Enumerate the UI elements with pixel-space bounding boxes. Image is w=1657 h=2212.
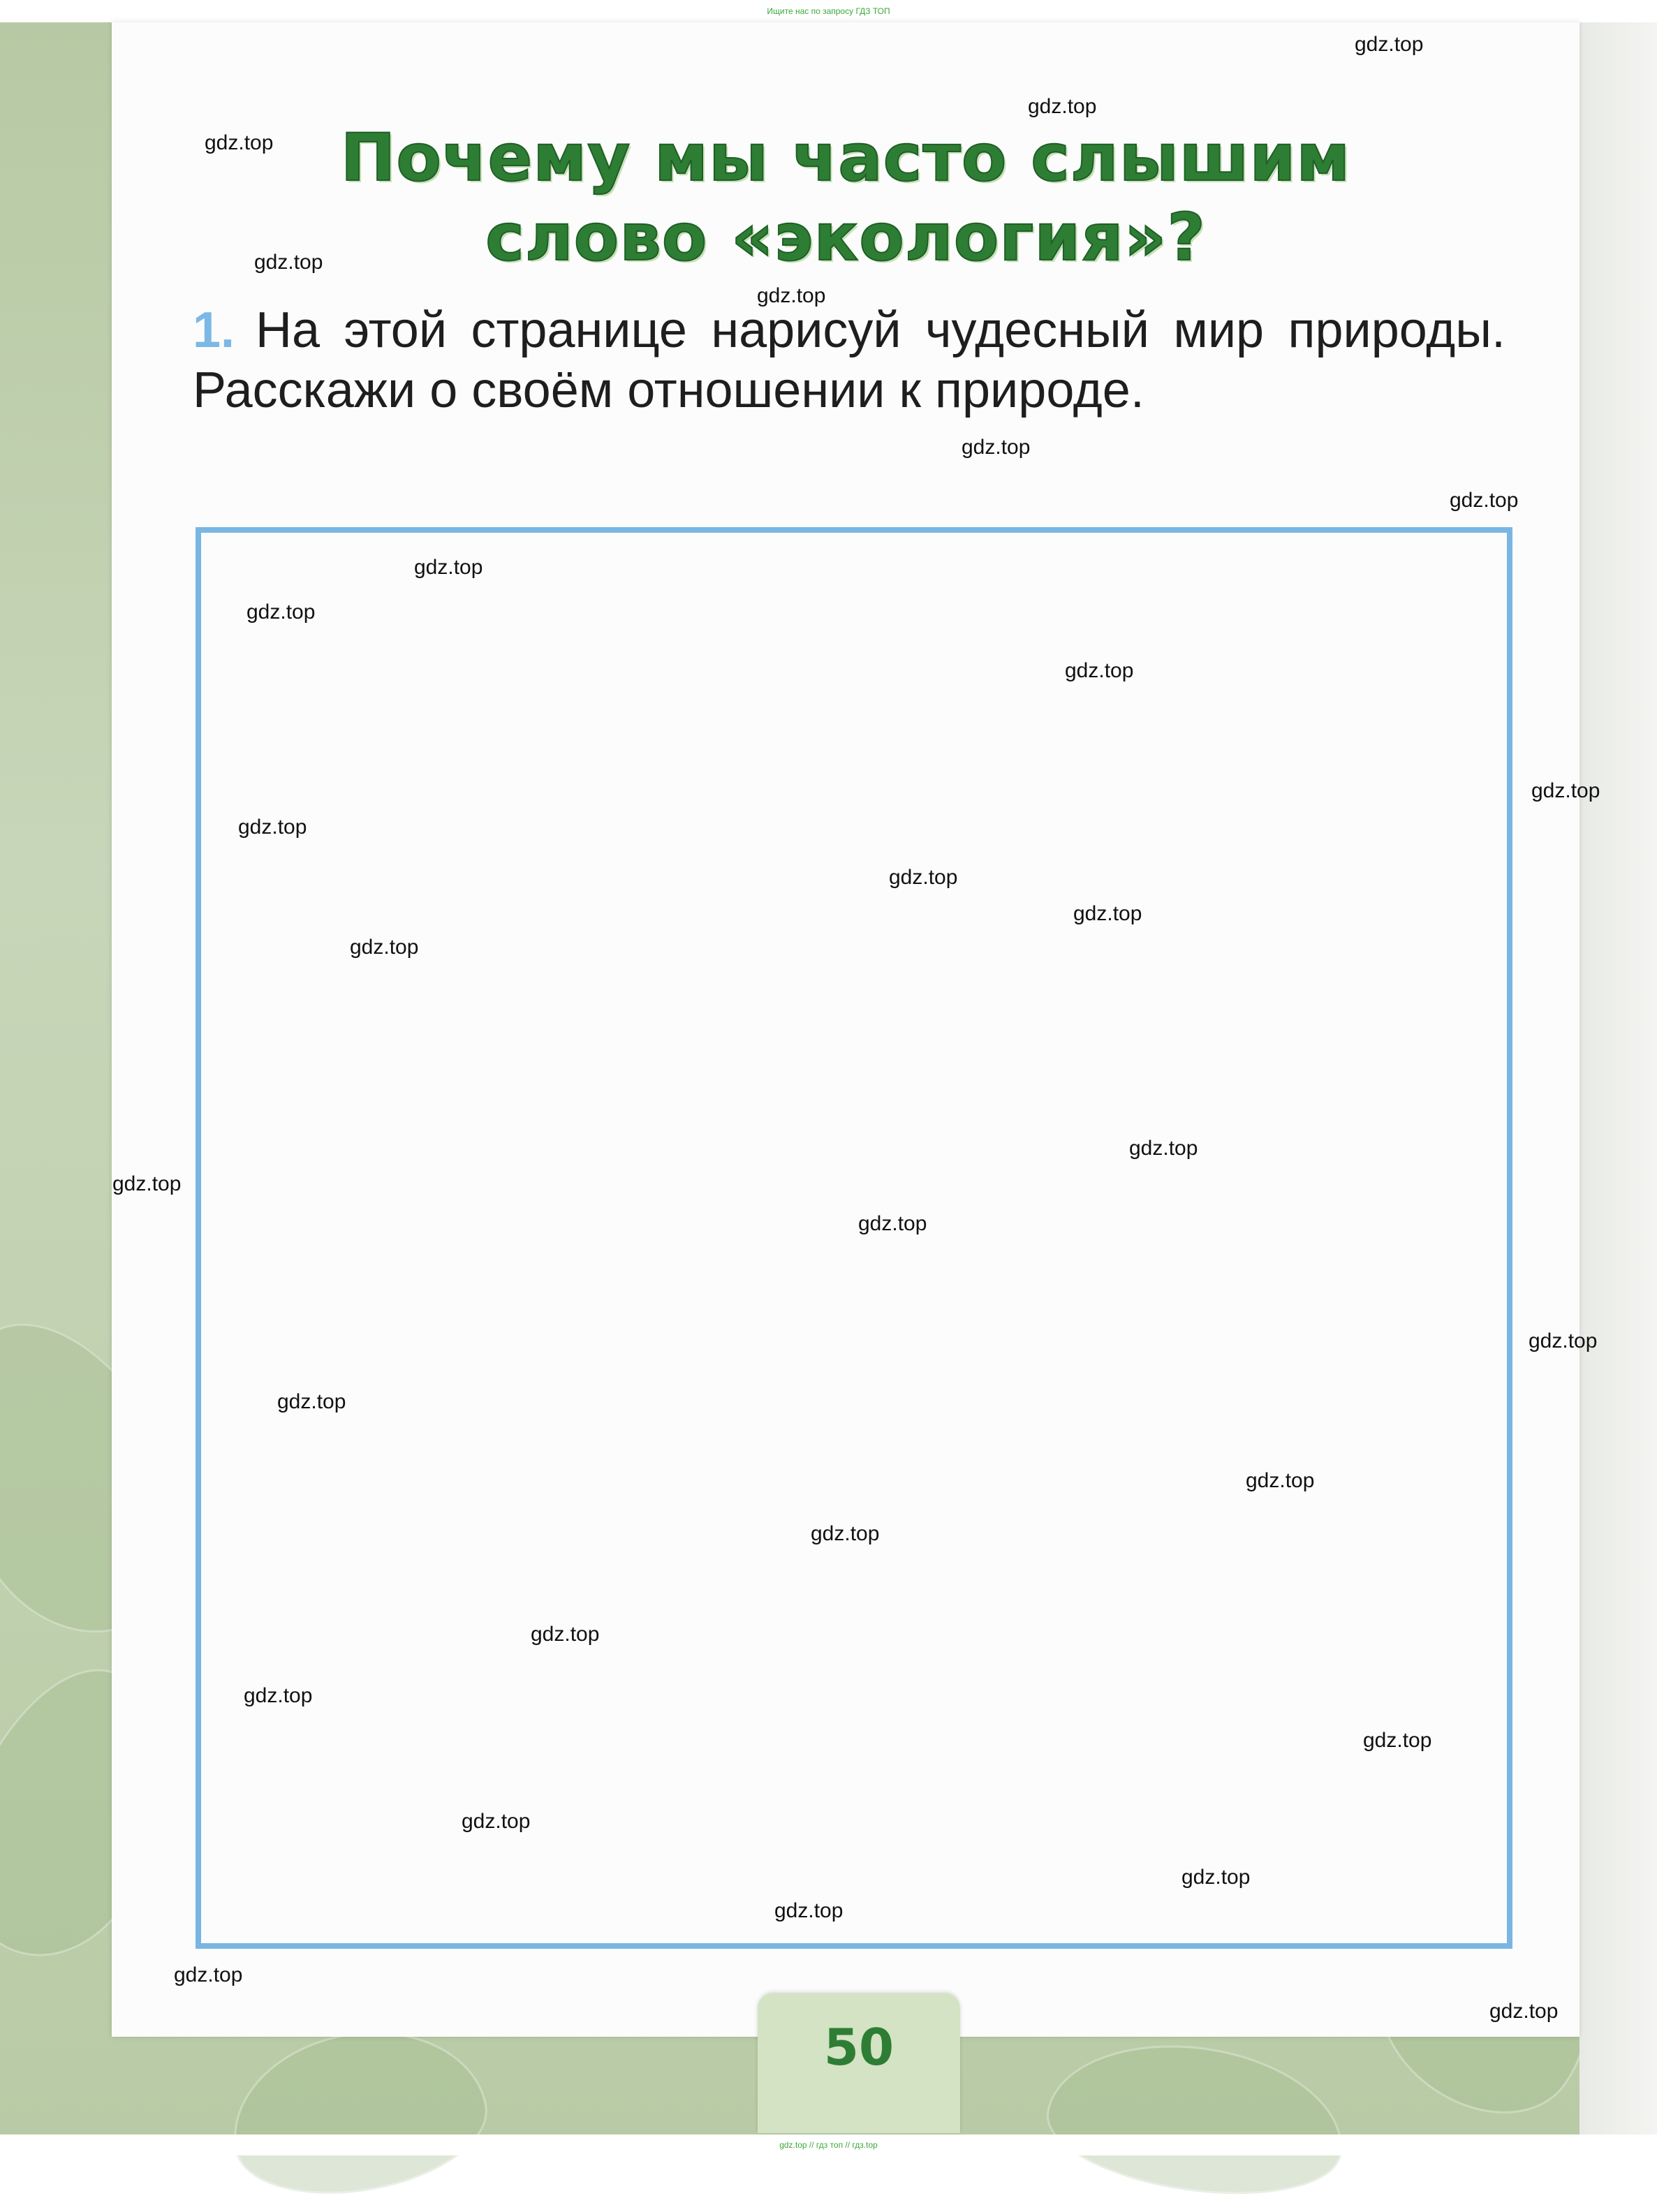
watermark: gdz.top xyxy=(244,1684,313,1707)
top-banner: Ищите нас по запросу ГДЗ ТОП xyxy=(767,6,890,16)
watermark: gdz.top xyxy=(1531,779,1600,802)
watermark: gdz.top xyxy=(238,816,307,839)
watermark: gdz.top xyxy=(414,556,483,579)
watermark: gdz.top xyxy=(350,936,419,959)
watermark: gdz.top xyxy=(246,600,316,624)
watermark: gdz.top xyxy=(1028,95,1097,118)
watermark: gdz.top xyxy=(277,1390,346,1413)
watermark: gdz.top xyxy=(1181,1866,1251,1889)
watermark: gdz.top xyxy=(112,1172,182,1195)
task-text xyxy=(193,300,1505,420)
watermark: gdz.top xyxy=(1246,1469,1315,1492)
bottom-banner: gdz.top // гдз топ // гдз.top xyxy=(0,2134,1657,2155)
watermark: gdz.top xyxy=(1363,1729,1432,1752)
title-line-2: слово «экология»? xyxy=(485,200,1206,276)
watermark: gdz.top xyxy=(174,1963,243,1986)
watermark: gdz.top xyxy=(1129,1137,1198,1160)
leaf-decoration xyxy=(1039,2027,1354,2211)
watermark: gdz.top xyxy=(1355,33,1424,56)
page-number: 50 xyxy=(823,2018,894,2077)
page-title xyxy=(112,119,1579,278)
watermark: gdz.top xyxy=(1065,659,1134,682)
watermark: gdz.top xyxy=(774,1899,844,1922)
watermark: gdz.top xyxy=(1450,489,1519,512)
watermark: gdz.top xyxy=(254,251,323,274)
watermark: gdz.top xyxy=(811,1522,880,1545)
drawing-area[interactable] xyxy=(196,527,1512,1949)
watermark: gdz.top xyxy=(757,284,826,307)
adjacent-page-edge xyxy=(1579,22,1657,2134)
watermark: gdz.top xyxy=(205,131,274,154)
watermark: gdz.top xyxy=(462,1810,531,1833)
watermark: gdz.top xyxy=(531,1623,600,1646)
watermark: gdz.top xyxy=(1073,902,1142,925)
title-line-1: Почему мы часто слышим xyxy=(340,120,1351,196)
task-instruction: На этой странице нарисуй чудесный мир природы. Расскажи о своём отношении к природе. xyxy=(193,302,1505,418)
watermark: gdz.top xyxy=(889,866,958,889)
watermark: gdz.top xyxy=(962,436,1031,459)
watermark: gdz.top xyxy=(1529,1329,1598,1352)
task-number: 1. xyxy=(193,302,235,358)
watermark: gdz.top xyxy=(858,1212,927,1235)
leaf-decoration xyxy=(219,2012,498,2212)
watermark: gdz.top xyxy=(1489,2000,1559,2023)
